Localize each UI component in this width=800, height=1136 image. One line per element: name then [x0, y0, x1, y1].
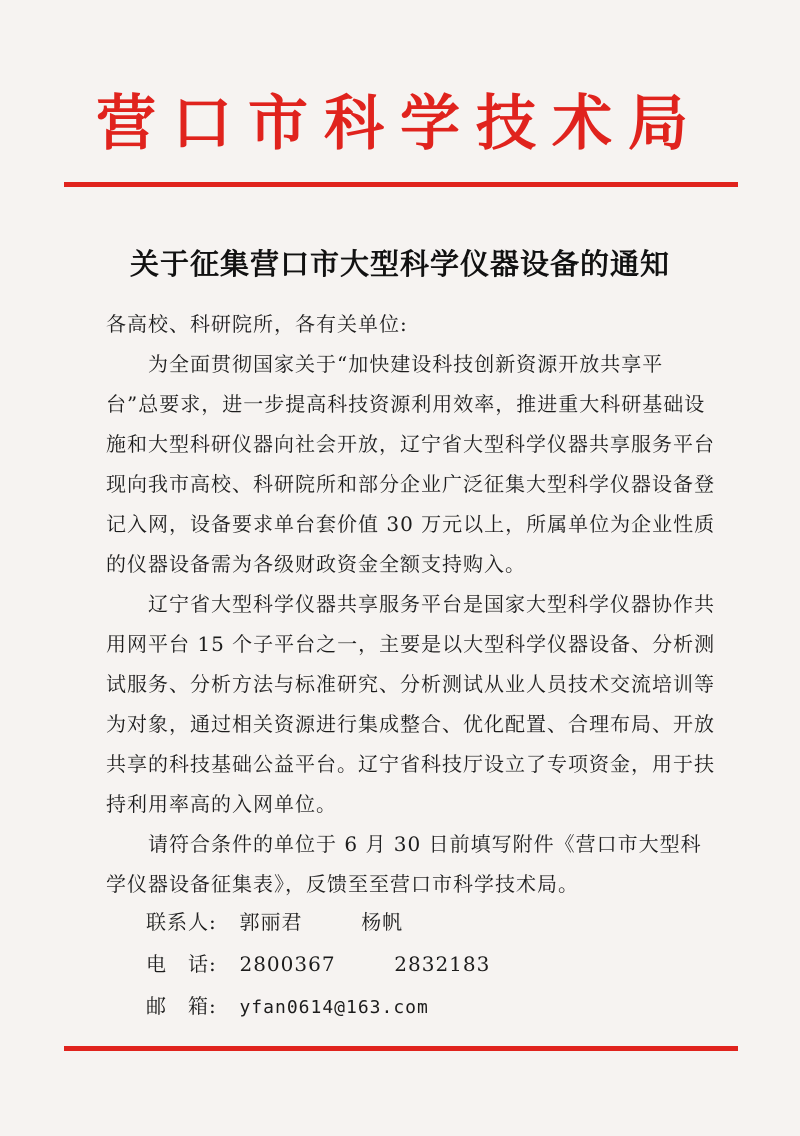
- contact-phone-line: [146, 944, 490, 984]
- letterhead-organization: 营口市科学技术局: [96, 89, 704, 159]
- notice-title: 关于征集营口市大型科学仪器设备的通知: [129, 247, 670, 281]
- notice-body: [106, 344, 716, 904]
- contact-email-label: 邮 箱:: [146, 994, 217, 1018]
- contact-person-2: 杨帆: [361, 910, 404, 934]
- contact-email-line: [146, 986, 429, 1028]
- contact-person-1: 郭丽君: [239, 910, 303, 934]
- contact-phone-2: 2832183: [394, 952, 491, 976]
- footer-red-rule: [64, 1046, 738, 1051]
- letterhead-red-rule: [64, 182, 738, 187]
- salutation-text: 各高校、科研院所，各有关单位:: [106, 312, 408, 336]
- contact-phone-1: 2800367: [239, 952, 336, 976]
- paragraph-3: 请符合条件的单位于 6 月 30 日前填写附件《营口市大型科学仪器设备征集表》，反馈至至营口市科学技术局。: [106, 832, 702, 896]
- paragraph-2: 辽宁省大型科学仪器共享服务平台是国家大型科学仪器协作共用网平台 15 个子平台之一，主要是以大型科学仪器设备、分析测试服务、分析方法与标准研究、分析测试从业人员技术交流培训等为对象，通过相关资源进行集成整合、优化配置、合理布局、开放共享的科技基础公益平台。辽宁省科技厅设立了专项资金，用于扶持利用率高的入网单位。: [106, 592, 716, 816]
- contact-email: yfan0614@163.com: [239, 997, 429, 1018]
- contact-phone-label: 电 话:: [146, 952, 217, 976]
- notice-salutation: [106, 304, 716, 344]
- paragraph-1: 为全面贯彻国家关于“加快建设科技创新资源开放共享平台”总要求，进一步提高科技资源利用效率，推进重大科研基础设施和大型科研仪器向社会开放，辽宁省大型科学仪器共享服务平台现向我市高校、科研院所和部分企业广泛征集大型科学仪器设备登记入网，设备要求单台套价值 30 万元以上，所属单位为企业性质的仪器设备需为各级财政资金全额支持购入。: [106, 352, 716, 576]
- contact-person-line: [146, 902, 403, 942]
- contact-person-label: 联系人:: [146, 910, 217, 934]
